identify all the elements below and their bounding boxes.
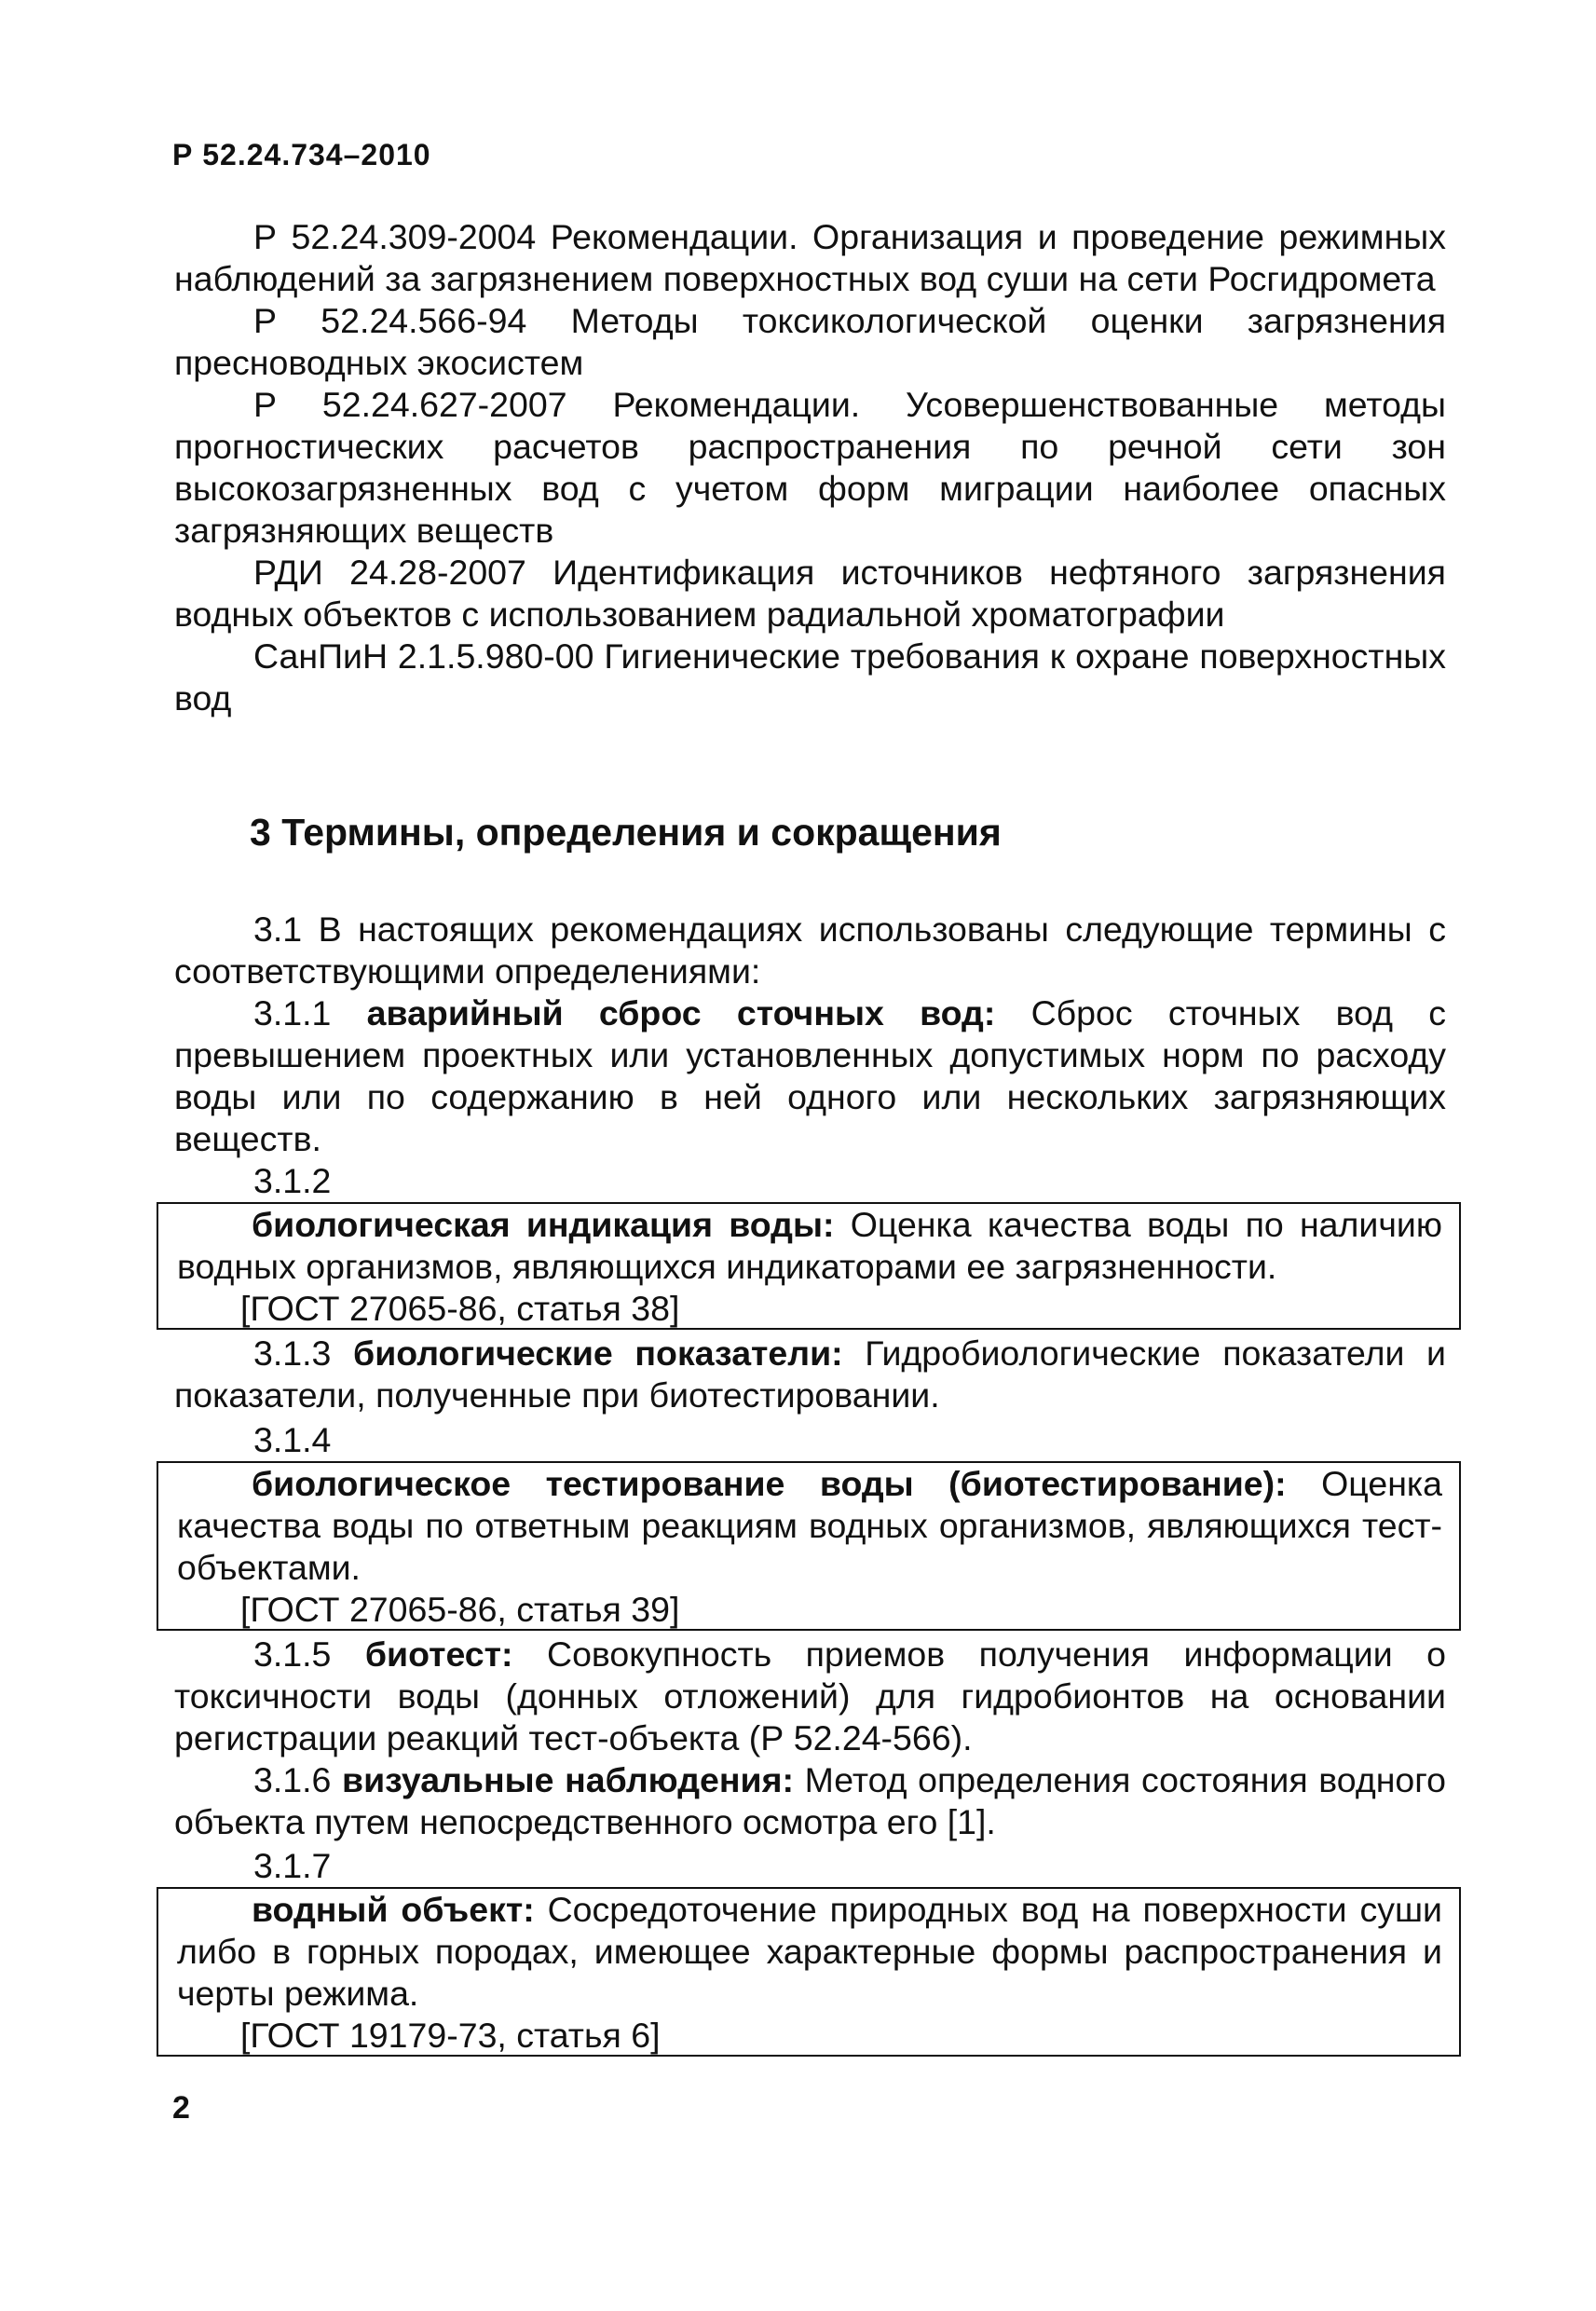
document-code: Р 52.24.734–2010: [172, 138, 431, 171]
term-block-3-1-5-3-1-6: [174, 1634, 1446, 1843]
term-name: водный объект:: [252, 1890, 535, 1929]
reference-item: Р 52.24.566-94 Методы токсикологической оценки загрязнения пресноводных экосистем: [174, 301, 1446, 382]
term-number-3-1-4: 3.1.4: [253, 1420, 332, 1459]
normative-references: [174, 216, 1446, 719]
term-name: биологическое тестирование воды (биотестирование):: [252, 1464, 1287, 1503]
term-definition: Метод определения состояния водного объекта путем непосредственного осмотра его [1].: [174, 1760, 1446, 1841]
term-3-1-5: [174, 1634, 1446, 1759]
term-number: 3.1.3: [253, 1333, 332, 1373]
term-3-1-6: [174, 1759, 1446, 1843]
term-block-3-1-3: [174, 1333, 1446, 1416]
term-definition: Гидробиологические показатели и показатели, полученные при биотестировании.: [174, 1333, 1447, 1415]
term-box-3-1-7: [157, 1887, 1461, 2057]
term-name: биологическая индикация воды:: [252, 1205, 835, 1244]
term-name: аварийный сброс сточных вод:: [366, 993, 996, 1032]
term-box-3-1-4: [157, 1461, 1461, 1631]
term-3-1-4: [177, 1463, 1442, 1589]
reference-item: РДИ 24.28-2007 Идентификация источников нефтяного загрязнения водных объектов с использованием радиальной хроматографии: [174, 553, 1446, 634]
term-number: 3.1.5: [253, 1634, 332, 1674]
term-name: визуальные наблюдения:: [342, 1760, 794, 1799]
term-definition: Оценка качества воды по наличию водных организмов, являющихся индикаторами ее загрязненности.: [177, 1205, 1442, 1286]
reference-item: Р 52.24.309-2004 Рекомендации. Организация и проведение режимных наблюдений за загрязнением поверхностных вод суши на сети Росгидромета: [174, 217, 1446, 298]
term-name: биотест:: [364, 1634, 513, 1674]
term-definition: Сброс сточных вод с превышением проектных или установленных допустимых норм по расходу воды или по содержанию в ней одного или нескольких загрязняющих веществ.: [174, 993, 1446, 1158]
page-number: 2: [172, 2090, 190, 2126]
term-3-1-7: [177, 1889, 1442, 2015]
reference-item: Р 52.24.627-2007 Рекомендации. Усовершенствованные методы прогностических расчетов распространения по речной сети зон высокозагрязненных вод с учетом форм миграции наиболее опасных загрязняющих веществ: [174, 385, 1446, 550]
term-source: [ГОСТ 27065-86, статья 38]: [240, 1289, 680, 1328]
terms-section: [174, 909, 1446, 1160]
term-box-3-1-2: [157, 1202, 1461, 1330]
term-definition: Совокупность приемов получения информации о токсичности воды (донных отложений) для гидробионтов на основании регистрации реакций тест-объекта (Р 52.24-566).: [174, 1634, 1447, 1757]
term-definition: Оценка качества воды по ответным реакциям водных организмов, являющихся тест-объектами.: [177, 1464, 1442, 1587]
term-number-3-1-2: 3.1.2: [253, 1161, 332, 1200]
term-definition: Сосредоточение природных вод на поверхности суши либо в горных породах, имеющее характерные формы распространения и черты режима.: [177, 1890, 1442, 2013]
term-name: биологические показатели:: [353, 1333, 843, 1373]
term-source: [ГОСТ 27065-86, статья 39]: [240, 1590, 680, 1629]
term-source: [ГОСТ 19179-73, статья 6]: [240, 2016, 661, 2055]
term-number: 3.1.1: [253, 993, 332, 1032]
term-3-1-3: [174, 1333, 1446, 1416]
term-number: 3.1.6: [253, 1760, 332, 1799]
term-3-1-1: [174, 992, 1446, 1160]
term-number-3-1-7: 3.1.7: [253, 1846, 332, 1885]
reference-item: СанПиН 2.1.5.980-00 Гигиенические требования к охране поверхностных вод: [174, 636, 1446, 718]
term-3-1-2: [177, 1204, 1442, 1288]
section-intro: 3.1 В настоящих рекомендациях использованы следующие термины с соответствующими определениями:: [174, 909, 1446, 991]
section-heading: 3 Термины, определения и сокращения: [250, 811, 1002, 854]
